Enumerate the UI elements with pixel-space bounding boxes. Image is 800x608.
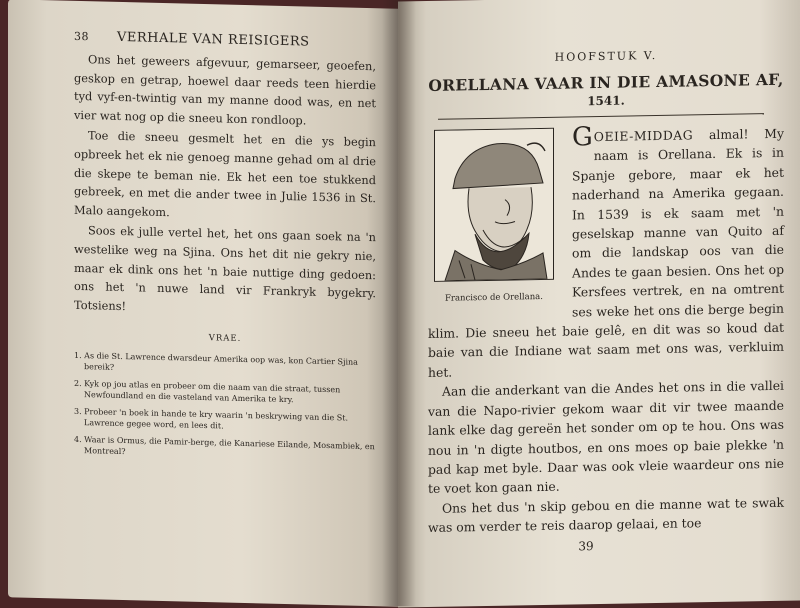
questions-heading: VRAE.	[208, 333, 242, 345]
chapter-year: 1541.	[587, 93, 625, 109]
title-rule	[438, 113, 764, 120]
book-gutter	[382, 0, 416, 606]
right-body-text	[428, 124, 784, 538]
running-header	[74, 29, 376, 51]
question-item: 4. Waar is Ormus, die Pamir-berge, die Kanariese Eilande, Mosambiek, en Montreal?	[74, 435, 375, 457]
left-body-text	[74, 50, 376, 322]
portrait-figure	[428, 128, 560, 310]
question-item: 1. As die St. Lawrence dwarsdeur Amerika oop was, kon Cartier Sjina bereik?	[74, 351, 358, 373]
paragraph: Aan die anderkant van die Andes het ons in die vallei van die Napo-rivier gekom waar dit vir twee maande lank elke dag gereën het sonder om op te hou. Ons was nou in 'n digte houtbos, en ons moes op baie plekke 'n pad kap met byle. Daar was ook vleie waardeur ons nie te voet kon gaan nie.	[428, 378, 784, 497]
page-number-right: 39	[578, 538, 594, 553]
paragraph-text: almal! My naam is Orellana. Ek is in Spanje gebore, maar ek het naderhand na Amerika gegaan. In 1539 is ek saam met 'n geselskap manne van Quito af om die landskap oos van die Andes te gaan besien. Ons het op Kersfees vertrek, en na omtrent ses weke het ons die berge begin klim. Die sneeu het baie gelê, en dit was so koud dat baie van die Indiane wat saam met ons was, verkluim het.	[428, 125, 784, 380]
paragraph: Ons het geweers afgevuur, gemarseer, geoefen, geskop en getrap, hoewel daar reeds teen hierdie tyd vyf-en-twintig van my manne dood was, en net vier wat nog op die sneeu kon rondloop.	[74, 52, 376, 128]
paragraph: Soos ek julle vertel het, het ons gaan soek na 'n westelike weg na Sjina. Ons het dit nie gekry nie, maar ek dink ons het 'n baie nuttige ding gedoen: ons het 'n nuwe land vir Frankryk bygekry. Totsiens!	[74, 223, 376, 313]
page-number-left: 38	[74, 29, 89, 44]
left-page	[8, 0, 398, 607]
chapter-title: ORELLANA VAAR IN DIE AMASONE AF,	[428, 69, 784, 95]
paragraph: Ons het dus 'n skip gebou en die manne wat te swak was om verder te reis daarop gelaai, en toe	[428, 494, 784, 536]
opening-word: OEIE-MIDDAG	[593, 127, 694, 145]
question-item: 2. Kyk op jou atlas en probeer om die naam van die straat, tussen Newfoundland en die vasteland van Amerika te kry.	[74, 379, 341, 405]
chapter-heading: HOOFSTUK V.	[554, 48, 658, 64]
portrait-illustration	[434, 128, 554, 282]
paragraph: Toe die sneeu gesmelt het en die ys begin opbreek het ek nie genoeg manne gehad om al drie die skepe te beman nie. Ek het een toe stukkend gebreek, en met die ander twee in Julie 1536 in St. Malo aangekom.	[74, 128, 376, 219]
figure-caption: Francisco de Orellana.	[445, 292, 543, 305]
drop-cap: G	[572, 122, 593, 153]
questions-list	[74, 350, 376, 463]
right-page	[398, 0, 800, 608]
running-head-title: VERHALE VAN REISIGERS	[117, 29, 310, 50]
question-item: 3. Probeer 'n boek in hande te kry waarin 'n beskrywing van die St. Lawrence gegee word, en lees dit.	[74, 407, 348, 431]
